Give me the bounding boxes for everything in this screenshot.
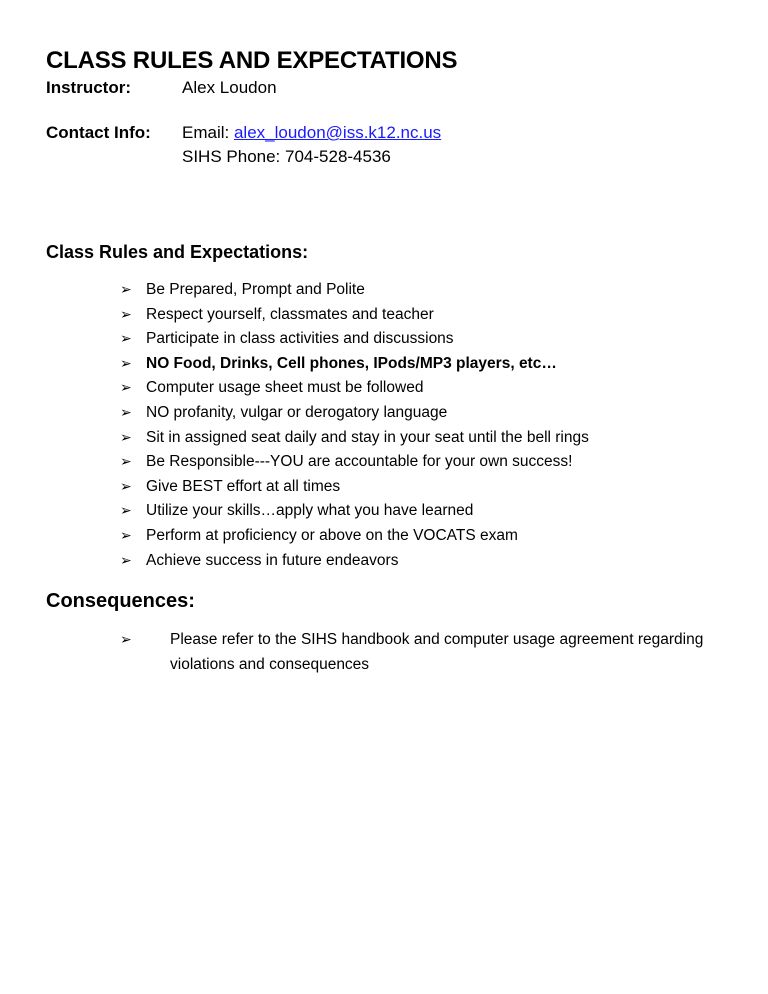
rules-heading: Class Rules and Expectations: [46, 242, 309, 262]
consequences-heading: Consequences: [46, 590, 195, 612]
list-item: ➢ Perform at proficiency or above on the VOCATS exam [120, 524, 589, 549]
arrow-bullet-icon: ➢ [120, 380, 132, 397]
arrow-bullet-icon: ➢ [120, 527, 132, 544]
phone-line: SIHS Phone: 704-528-4536 [182, 147, 391, 166]
consequences-list [120, 628, 720, 677]
instructor-label: Instructor: [46, 78, 131, 97]
arrow-bullet-icon: ➢ [120, 355, 132, 372]
list-item: ➢ Give BEST effort at all times [120, 475, 589, 500]
list-item: ➢ Be Responsible---YOU are accountable for your own success! [120, 450, 589, 475]
instructor-name: Alex Loudon [182, 78, 277, 97]
arrow-bullet-icon: ➢ [120, 306, 132, 323]
list-item: ➢ Utilize your skills…apply what you have learned [120, 499, 589, 524]
contact-label: Contact Info: [46, 123, 151, 142]
arrow-bullet-icon: ➢ [120, 552, 132, 569]
arrow-bullet-icon: ➢ [120, 282, 132, 298]
contact-details [182, 121, 441, 169]
arrow-bullet-icon: ➢ [120, 404, 132, 421]
arrow-bullet-icon: ➢ [120, 429, 132, 446]
arrow-bullet-icon: ➢ [120, 454, 132, 471]
list-item: ➢ Be Prepared, Prompt and Polite [120, 278, 589, 303]
arrow-bullet-icon: ➢ [120, 503, 132, 520]
list-item: ➢ NO Food, Drinks, Cell phones, IPods/MP3 players, etc… [120, 352, 589, 377]
list-item: ➢ Please refer to the SIHS handbook and computer usage agreement regarding violations and consequences [120, 628, 720, 677]
list-item: ➢ Computer usage sheet must be followed [120, 376, 589, 401]
email-prefix: Email: [182, 123, 234, 142]
list-item: ➢ Sit in assigned seat daily and stay in your seat until the bell rings [120, 426, 589, 451]
rules-list [120, 278, 589, 573]
list-item: ➢ Participate in class activities and discussions [120, 327, 589, 352]
page-title: CLASS RULES AND EXPECTATIONS [46, 47, 458, 74]
list-item: ➢ Achieve success in future endeavors [120, 549, 589, 574]
email-line [182, 121, 441, 145]
arrow-bullet-icon: ➢ [120, 331, 132, 348]
arrow-bullet-icon: ➢ [120, 478, 132, 495]
arrow-bullet-icon: ➢ [120, 632, 132, 648]
list-item: ➢ NO profanity, vulgar or derogatory language [120, 401, 589, 426]
email-link[interactable]: alex_loudon@iss.k12.nc.us [233, 123, 442, 142]
list-item: ➢ Respect yourself, classmates and teacher [120, 303, 589, 328]
